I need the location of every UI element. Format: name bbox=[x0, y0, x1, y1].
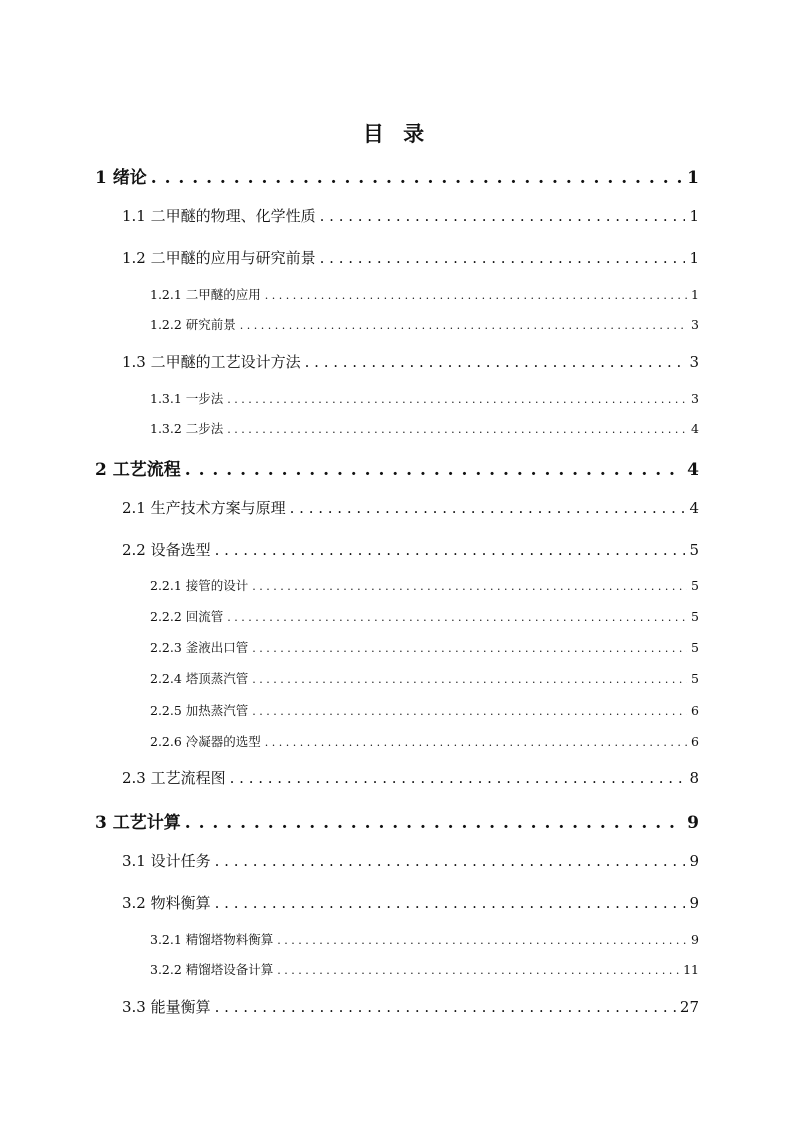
toc-entry-page: 6 bbox=[691, 703, 699, 718]
dot-leader bbox=[227, 423, 687, 436]
toc-entry-label: 3.3 能量衡算 bbox=[122, 998, 211, 1016]
toc-entry-label: 2.2.1 接管的设计 bbox=[150, 578, 249, 593]
dot-leader bbox=[227, 611, 687, 624]
toc-entry[interactable] bbox=[122, 351, 699, 372]
toc-entry[interactable] bbox=[95, 455, 699, 480]
toc-entry-page: 5 bbox=[691, 640, 699, 655]
dot-leader bbox=[185, 460, 683, 480]
toc-entry[interactable] bbox=[150, 419, 699, 437]
toc-entry-page: 5 bbox=[689, 541, 699, 559]
dot-leader bbox=[252, 642, 687, 655]
toc-entry-label: 1.2 二甲醚的应用与研究前景 bbox=[122, 249, 316, 267]
toc-entry-label: 2.2 设备选型 bbox=[122, 541, 211, 559]
dot-leader bbox=[151, 168, 683, 188]
toc-entry[interactable] bbox=[95, 163, 699, 188]
toc-entry[interactable] bbox=[150, 669, 699, 687]
toc-entry-label: 3.2 物料衡算 bbox=[122, 894, 211, 912]
toc-entry[interactable] bbox=[150, 607, 699, 625]
toc-entry[interactable] bbox=[150, 638, 699, 656]
toc-entry[interactable] bbox=[122, 996, 699, 1017]
dot-leader bbox=[320, 249, 686, 267]
toc-entry-page: 9 bbox=[687, 813, 699, 833]
toc-entry-label: 3.2.1 精馏塔物料衡算 bbox=[150, 932, 274, 947]
toc-entry-label: 1.3.1 一步法 bbox=[150, 391, 224, 406]
toc-entry-label: 1.3.2 二步法 bbox=[150, 421, 224, 436]
toc-entry-page: 4 bbox=[691, 421, 699, 436]
toc-entry[interactable] bbox=[150, 315, 699, 333]
toc-entry-label: 2.1 生产技术方案与原理 bbox=[122, 499, 286, 517]
toc-entry-page: 5 bbox=[691, 671, 699, 686]
toc-entry[interactable] bbox=[150, 701, 699, 719]
toc-entry-page: 3 bbox=[691, 391, 699, 406]
toc-entry-label: 3.2.2 精馏塔设备计算 bbox=[150, 962, 274, 977]
toc-entry[interactable] bbox=[150, 930, 699, 948]
dot-leader bbox=[265, 736, 687, 749]
toc-entry-page: 3 bbox=[691, 317, 699, 332]
page-title: 目 录 bbox=[362, 121, 431, 146]
toc-entry-label: 1.1 二甲醚的物理、化学性质 bbox=[122, 207, 316, 225]
toc-entry[interactable] bbox=[95, 808, 699, 833]
toc-entry-page: 5 bbox=[691, 609, 699, 624]
toc-entry-label: 2.2.4 塔顶蒸汽管 bbox=[150, 671, 249, 686]
toc-entry[interactable] bbox=[122, 850, 699, 871]
toc-entry[interactable] bbox=[122, 497, 699, 518]
dot-leader bbox=[252, 673, 687, 686]
toc-entry-page: 4 bbox=[687, 460, 699, 480]
toc-entry[interactable] bbox=[150, 732, 699, 750]
toc-entry-page: 9 bbox=[689, 894, 699, 912]
dot-leader bbox=[215, 894, 686, 912]
toc-entry-page: 3 bbox=[689, 353, 699, 371]
toc-entry-page: 1 bbox=[689, 249, 699, 267]
toc-entry-page: 1 bbox=[691, 287, 699, 302]
dot-leader bbox=[215, 541, 686, 559]
dot-leader bbox=[215, 998, 676, 1016]
toc-entry-page: 5 bbox=[691, 578, 699, 593]
dot-leader bbox=[320, 207, 686, 225]
toc-entry-page: 11 bbox=[683, 962, 699, 977]
toc-entry-label: 2.2.2 回流管 bbox=[150, 609, 224, 624]
dot-leader bbox=[227, 393, 687, 406]
dot-leader bbox=[277, 964, 679, 977]
toc-entry-label: 2.3 工艺流程图 bbox=[122, 769, 226, 787]
toc-entry-label: 3 工艺计算 bbox=[95, 813, 181, 833]
toc-entry-label: 1.3 二甲醚的工艺设计方法 bbox=[122, 353, 301, 371]
toc-entry-label: 2 工艺流程 bbox=[95, 460, 181, 480]
dot-leader bbox=[305, 353, 686, 371]
toc-entry-page: 9 bbox=[691, 932, 699, 947]
toc-entry-page: 1 bbox=[687, 168, 699, 188]
toc-entry[interactable] bbox=[150, 960, 699, 978]
dot-leader bbox=[265, 289, 687, 302]
dot-leader bbox=[215, 852, 686, 870]
dot-leader bbox=[230, 769, 686, 787]
toc-entry-label: 2.2.6 冷凝器的选型 bbox=[150, 734, 261, 749]
toc-entry-page: 4 bbox=[689, 499, 699, 517]
dot-leader bbox=[290, 499, 686, 517]
toc-entry-page: 1 bbox=[689, 207, 699, 225]
toc-entry-label: 1.2.2 研究前景 bbox=[150, 317, 236, 332]
toc-entry[interactable] bbox=[150, 389, 699, 407]
dot-leader bbox=[185, 813, 683, 833]
toc-entry-label: 1 绪论 bbox=[95, 168, 147, 188]
toc-entry[interactable] bbox=[150, 285, 699, 303]
toc-entry[interactable] bbox=[122, 539, 699, 560]
dot-leader bbox=[277, 934, 687, 947]
toc-entry[interactable] bbox=[122, 247, 699, 268]
toc-entry[interactable] bbox=[122, 205, 699, 226]
toc-entry-label: 1.2.1 二甲醚的应用 bbox=[150, 287, 261, 302]
toc-entry[interactable] bbox=[122, 892, 699, 913]
toc-entry[interactable] bbox=[150, 576, 699, 594]
toc-entry-page: 27 bbox=[679, 998, 699, 1016]
toc-entry-page: 9 bbox=[689, 852, 699, 870]
dot-leader bbox=[252, 580, 687, 593]
toc-entry-label: 2.2.3 釜液出口管 bbox=[150, 640, 249, 655]
toc-entry-label: 3.1 设计任务 bbox=[122, 852, 211, 870]
dot-leader bbox=[240, 319, 687, 332]
toc-entry-page: 6 bbox=[691, 734, 699, 749]
toc-entry-page: 8 bbox=[689, 769, 699, 787]
toc-entry[interactable] bbox=[122, 767, 699, 788]
toc-entry-label: 2.2.5 加热蒸汽管 bbox=[150, 703, 249, 718]
dot-leader bbox=[252, 705, 687, 718]
